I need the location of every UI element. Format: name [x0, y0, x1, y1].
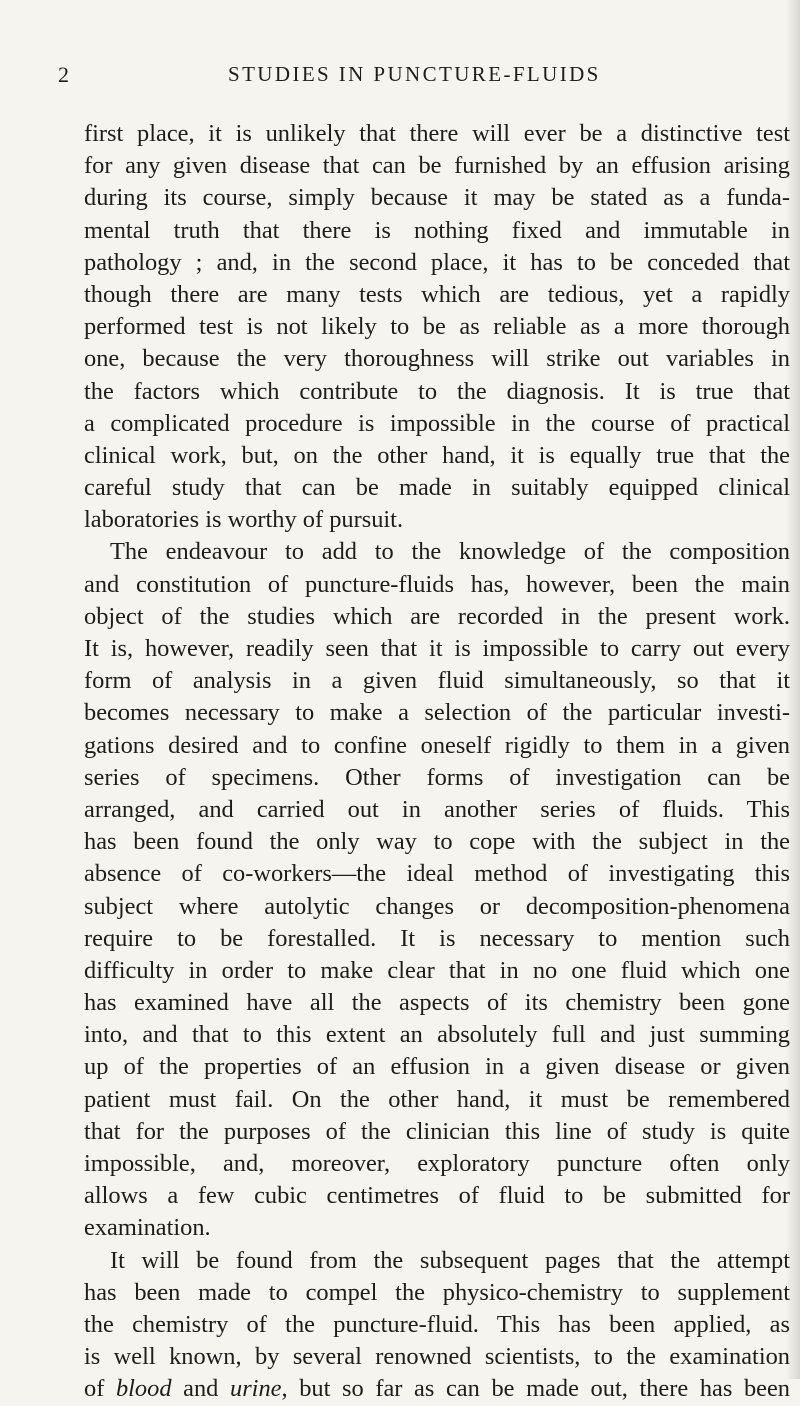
text-line: into, and that to this extent an absolutely full and just summing — [84, 1021, 790, 1049]
text-line: examination. — [84, 1214, 211, 1242]
body-text — [84, 118, 790, 1406]
page-header — [0, 62, 800, 94]
text-line: It will be found from the subsequent pages that the attempt — [110, 1246, 790, 1274]
text-line: that for the purposes of the clinician this line of study is quite — [84, 1117, 790, 1145]
text-line: becomes necessary to make a selection of the particular investi- — [84, 699, 790, 727]
text-line: object of the studies which are recorded in the present work. — [84, 602, 790, 630]
text-line: though there are many tests which are tedious, yet a rapidly — [84, 280, 790, 308]
text-line: laboratories is worthy of pursuit. — [84, 506, 404, 534]
text-line: for any given disease that can be furnished by an effusion arising — [84, 152, 790, 180]
text-line: gations desired and to confine oneself rigidly to them in a given — [84, 731, 790, 759]
text-line: the chemistry of the puncture-fluid. This has been applied, as — [84, 1310, 790, 1338]
text-line: has been made to compel the physico-chemistry to supplement — [84, 1278, 790, 1306]
text-line: It is, however, readily seen that it is impossible to carry out every — [84, 635, 790, 662]
text-line: clinical work, but, on the other hand, it is equally true that the — [84, 441, 790, 469]
text-line: performed test is not likely to be as reliable as a more thorough — [84, 313, 790, 341]
text-line: subject where autolytic changes or decomposition-phenomena — [84, 892, 790, 920]
page-number: 2 — [58, 62, 70, 87]
text-line: during its course, simply because it may be stated as a funda- — [84, 184, 790, 212]
text-line: difficulty in order to make clear that in no one fluid which one — [84, 956, 790, 984]
text-line: has examined have all the aspects of its chemistry been gone — [84, 989, 790, 1017]
text-line: mental truth that there is nothing fixed and immutable in — [84, 216, 790, 244]
text-line: impossible, and, moreover, exploratory puncture often only — [84, 1150, 790, 1177]
text-line: one, because the very thoroughness will strike out variables in — [84, 345, 790, 373]
running-title: STUDIES IN PUNCTURE-FLUIDS — [228, 62, 601, 86]
text-line: of blood and urine, but so far as can be made out, there has been — [84, 1375, 790, 1403]
text-line: series of specimens. Other forms of investigation can be — [84, 763, 790, 791]
text-line: a complicated procedure is impossible in the course of practical — [84, 409, 790, 437]
text-line: careful study that can be made in suitably equipped clinical — [84, 474, 790, 502]
text-line: absence of co-workers—the ideal method of investigating this — [84, 860, 790, 888]
text-line: up of the properties of an effusion in a given disease or given — [84, 1053, 790, 1081]
text-line: require to be forestalled. It is necessary to mention such — [84, 924, 790, 952]
text-line: arranged, and carried out in another series of fluids. This — [84, 795, 790, 823]
text-line: has been found the only way to cope with the subject in the — [84, 828, 790, 856]
text-line: is well known, by several renowned scientists, to the examination — [84, 1343, 790, 1371]
text-line: The endeavour to add to the knowledge of the composition — [110, 538, 790, 566]
text-line: patient must fail. On the other hand, it must be remembered — [84, 1085, 790, 1113]
text-line: first place, it is unlikely that there will ever be a distinctive test — [84, 120, 790, 147]
text-line: and constitution of puncture-fluids has, however, been the main — [84, 570, 790, 598]
text-line: pathology ; and, in the second place, it has to be conceded that — [84, 248, 790, 276]
text-line: form of analysis in a given fluid simultaneously, so that it — [84, 667, 790, 695]
text-line: allows a few cubic centimetres of fluid to be submitted for — [84, 1182, 790, 1210]
text-line: the factors which contribute to the diagnosis. It is true that — [84, 377, 790, 405]
